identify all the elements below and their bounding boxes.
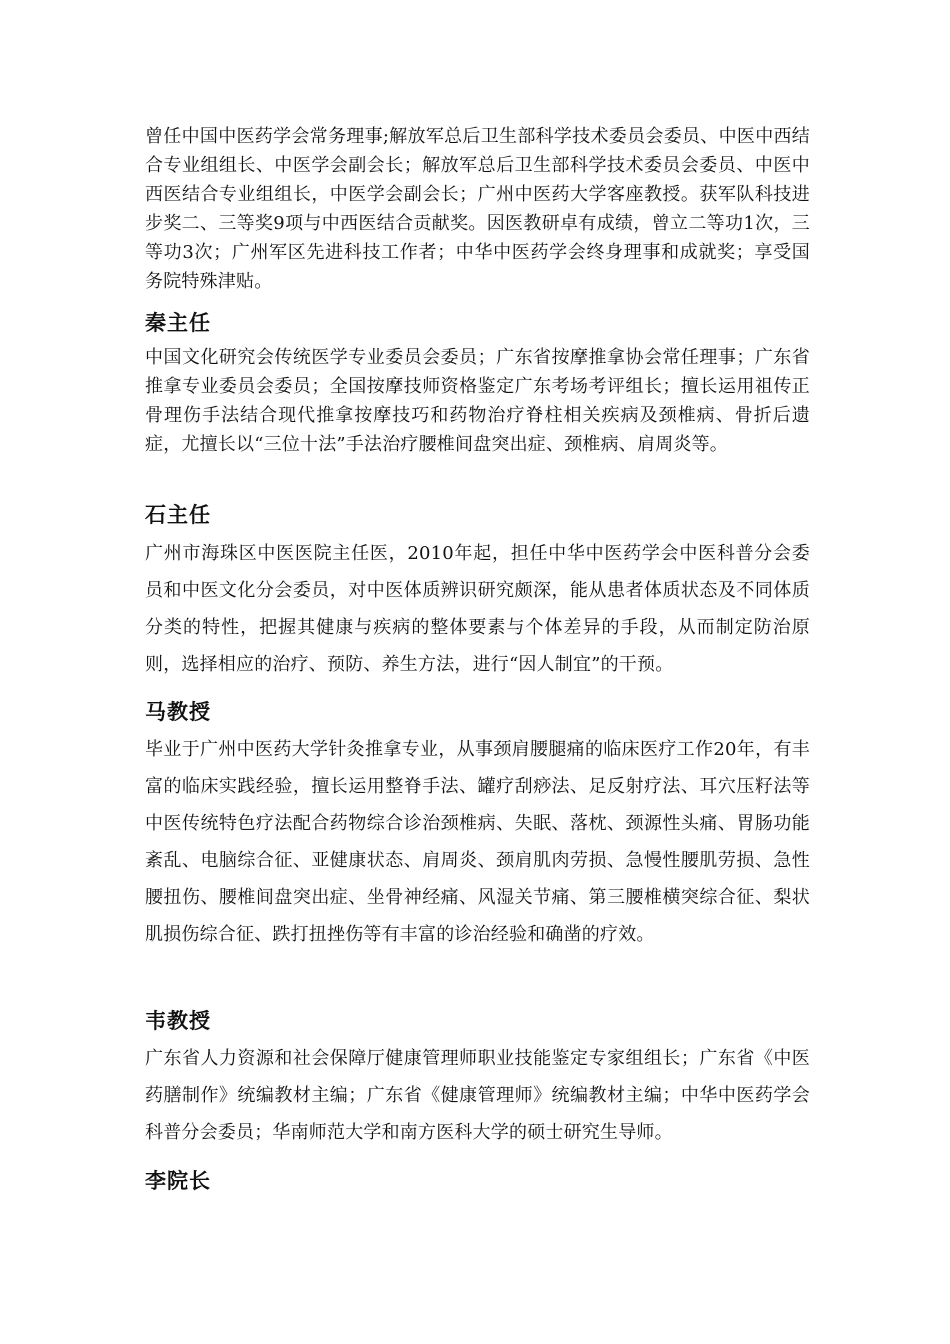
doctor-name-qin: 秦主任 xyxy=(145,310,211,335)
profile-shi xyxy=(145,535,810,683)
doctor-name-wei: 韦教授 xyxy=(145,1008,211,1033)
profile-shi-text: 广州市海珠区中医医院主任医，2010年起，担任中华中医药学会中医科普分会委员和中医文化分会委员，对中医体质辨识研究颇深，能从患者体质状态及不同体质分类的特性，把握其健康与疾病的整体要素与个体差异的手段，从而制定防治原则，选择相应的治疗、预防、养生方法，进行“因人制宜”的干预。 xyxy=(145,543,810,675)
profile-qin xyxy=(145,343,810,459)
doctor-name-shi: 石主任 xyxy=(145,502,211,527)
doctor-name-ma: 马教授 xyxy=(145,699,211,724)
profile-ma xyxy=(145,731,810,953)
profile-previous-section xyxy=(145,122,810,296)
doctor-name-li: 李院长 xyxy=(145,1168,211,1193)
profile-ma-text: 毕业于广州中医药大学针灸推拿专业，从事颈肩腰腿痛的临床医疗工作20年，有丰富的临床实践经验，擅长运用整脊手法、罐疗刮痧法、足反射疗法、耳穴压籽法等中医传统特色疗法配合药物综合诊治颈椎病、失眠、落枕、颈源性头痛、胃肠功能紊乱、电脑综合征、亚健康状态、肩周炎、颈肩肌肉劳损、急慢性腰肌劳损、急性腰扭伤、腰椎间盘突出症、坐骨神经痛、风湿关节痛、第三腰椎横突综合征、梨状肌损伤综合征、跌打扭挫伤等有丰富的诊治经验和确凿的疗效。 xyxy=(145,739,810,945)
profile-qin-text: 中国文化研究会传统医学专业委员会委员；广东省按摩推拿协会常任理事；广东省推拿专业委员会委员；全国按摩技师资格鉴定广东考场考评组长；擅长运用祖传正骨理伤手法结合现代推拿按摩技巧和药物治疗脊柱相关疾病及颈椎病、骨折后遗症，尤擅长以“三位十法”手法治疗腰椎间盘突出症、颈椎病、肩周炎等。 xyxy=(145,347,810,455)
profile-previous-text: 曾任中国中医药学会常务理事;解放军总后卫生部科学技术委员会委员、中医中西结合专业组组长、中医学会副会长；解放军总后卫生部科学技术委员会委员、中医中西医结合专业组组长，中医学会副会长；广州中医药大学客座教授。获军队科技进步奖二、三等奖9项与中西医结合贡献奖。因医教研卓有成绩，曾立二等功1次，三等功3次；广州军区先进科技工作者；中华中医药学会终身理事和成就奖；享受国务院特殊津贴。 xyxy=(145,126,810,292)
profile-wei xyxy=(145,1040,810,1151)
profile-wei-text: 广东省人力资源和社会保障厅健康管理师职业技能鉴定专家组组长；广东省《中医药膳制作》统编教材主编；广东省《健康管理师》统编教材主编；中华中医药学会科普分会委员；华南师范大学和南方医科大学的硕士研究生导师。 xyxy=(145,1048,810,1143)
